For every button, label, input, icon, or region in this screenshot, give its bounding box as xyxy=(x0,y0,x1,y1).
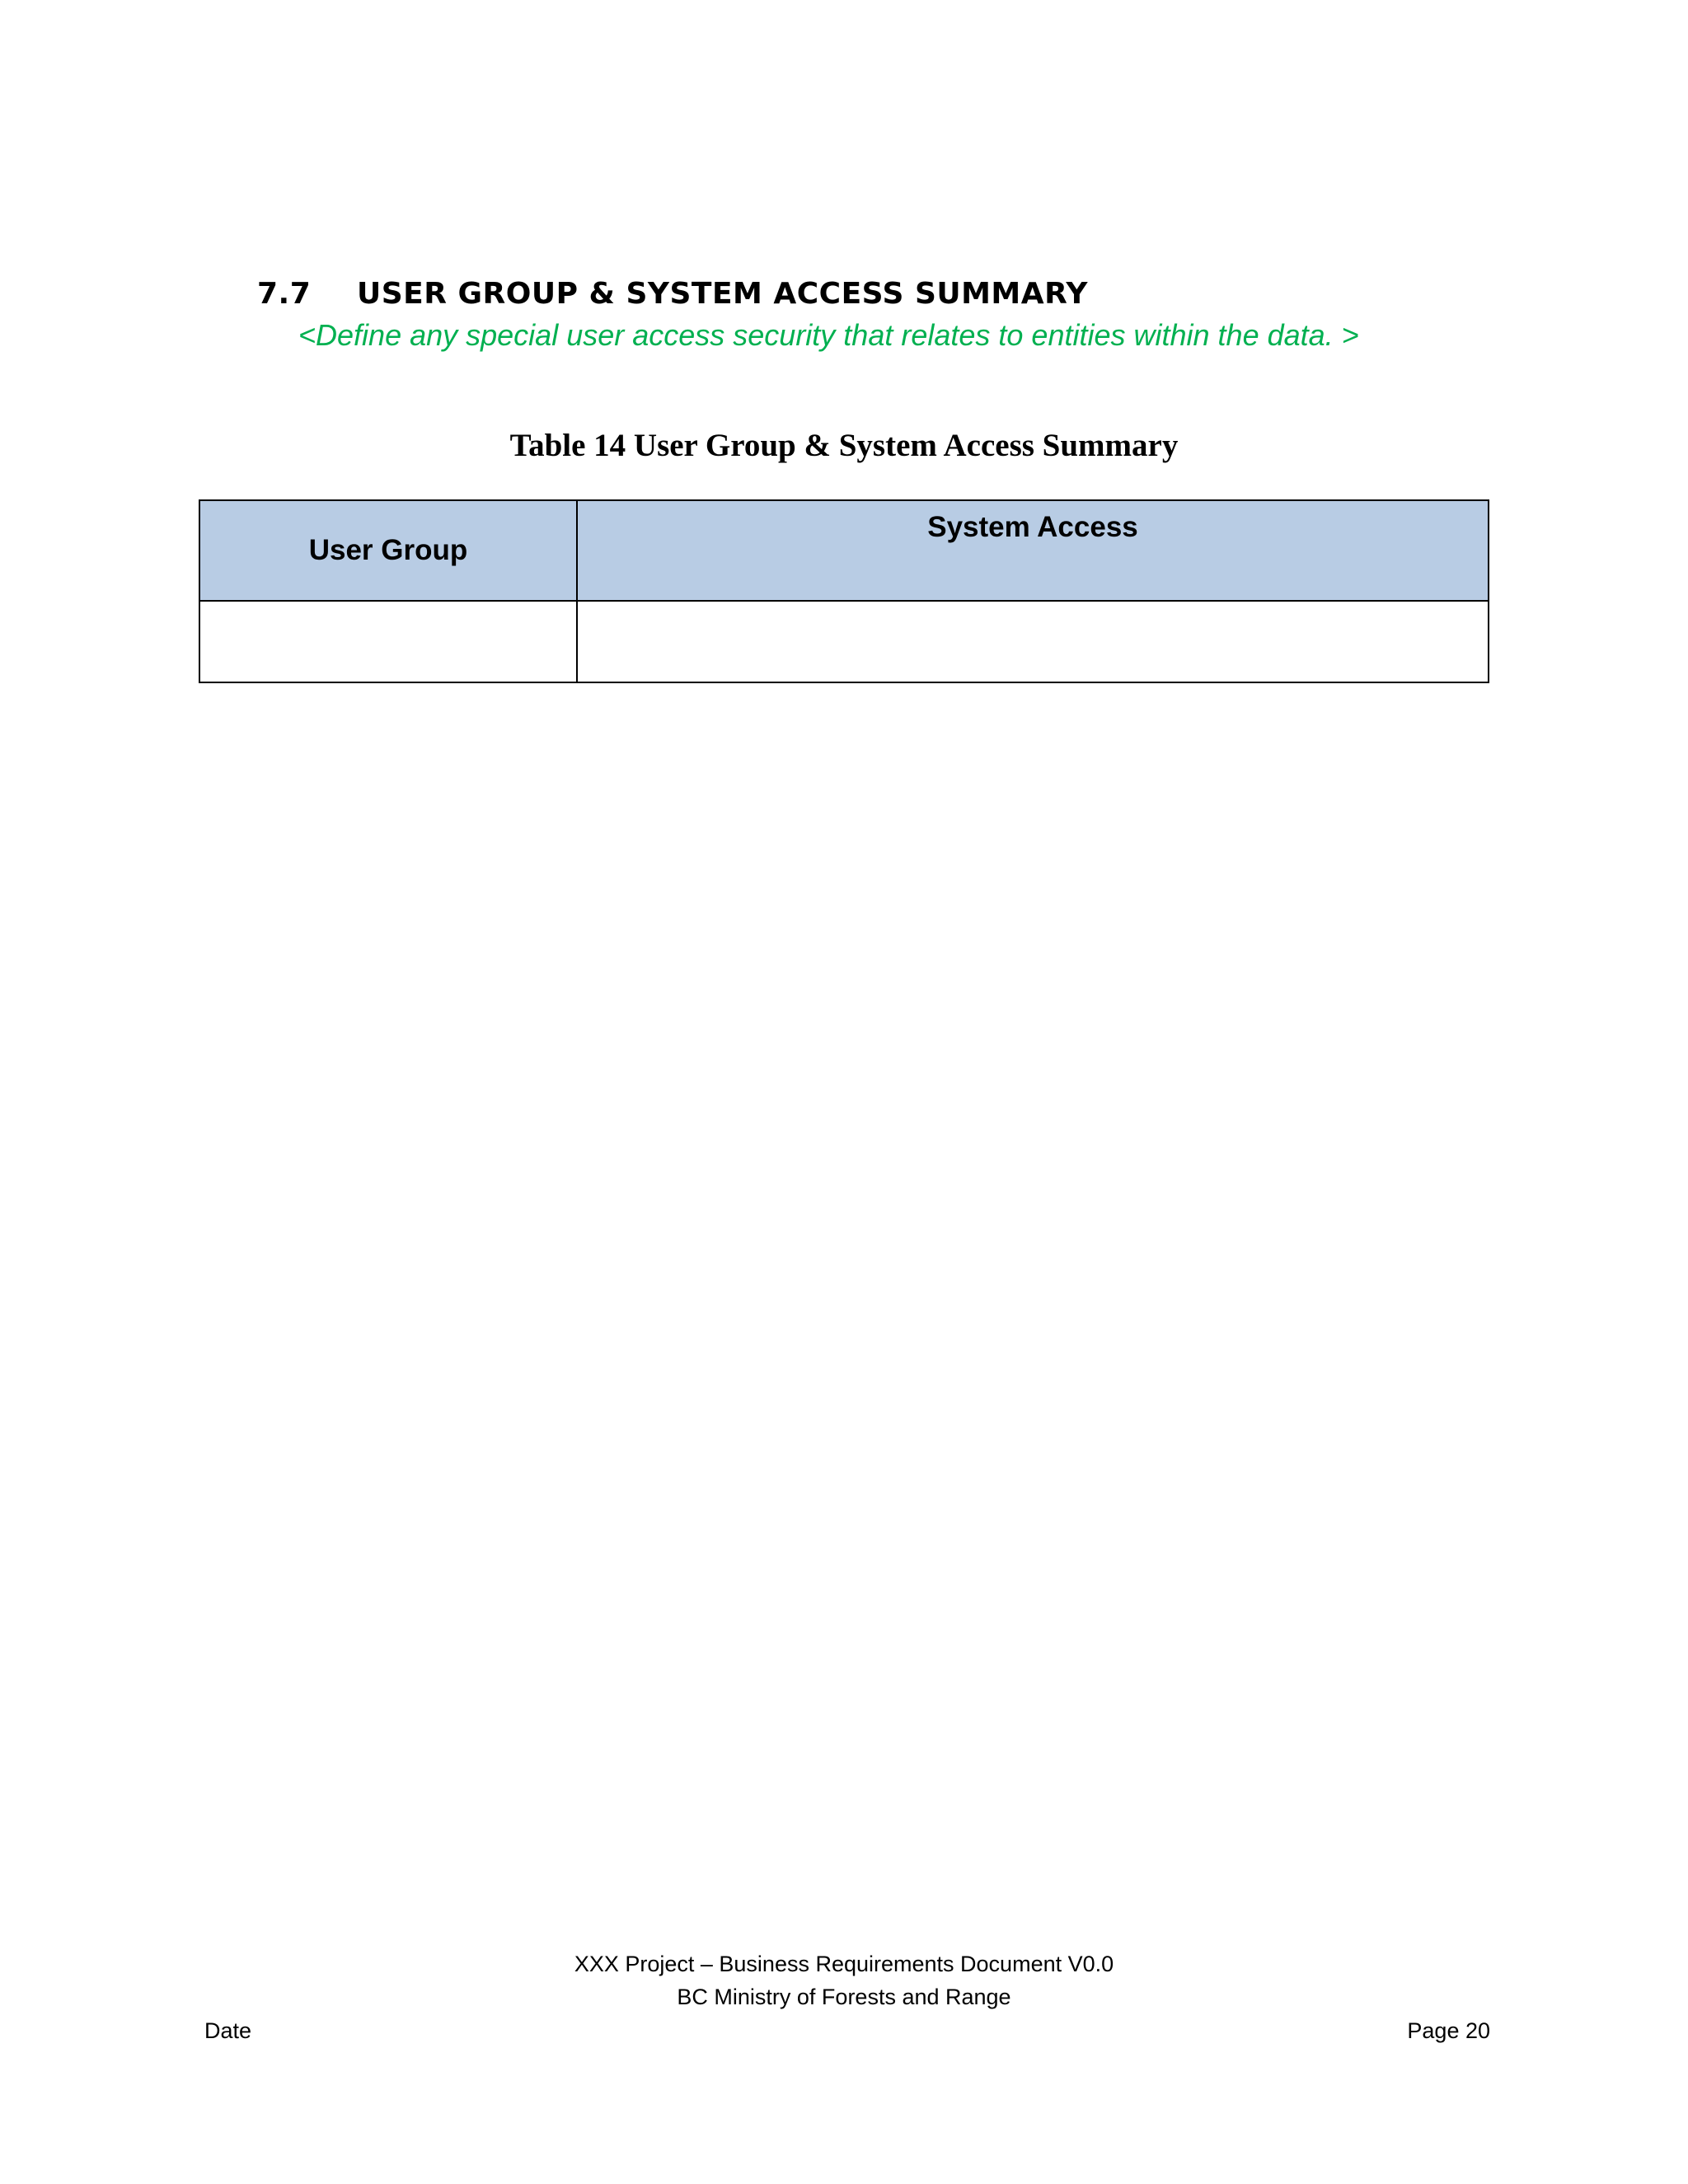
table-header-row xyxy=(199,500,1489,601)
user-group-access-table xyxy=(199,499,1489,683)
footer-page-number: Page 20 xyxy=(1407,2018,1490,2043)
table-row xyxy=(199,601,1489,682)
footer-organization: BC Ministry of Forests and Range xyxy=(677,1985,1011,2009)
cell-system-access xyxy=(577,601,1489,682)
cell-user-group xyxy=(199,601,577,682)
footer-document-title: XXX Project – Business Requirements Document V0.0 xyxy=(574,1952,1114,1976)
footer-date: Date xyxy=(204,2018,252,2043)
header-user-group: User Group xyxy=(199,500,577,601)
section-heading xyxy=(257,277,1088,311)
header-system-access: System Access xyxy=(577,500,1489,601)
table-caption: Table 14 User Group & System Access Summary xyxy=(509,428,1179,463)
section-title: USER GROUP & SYSTEM ACCESS SUMMARY xyxy=(357,277,1088,311)
section-number: 7.7 xyxy=(257,277,312,311)
section-instruction: <Define any special user access security that relates to entities within the data. > xyxy=(298,318,1359,352)
